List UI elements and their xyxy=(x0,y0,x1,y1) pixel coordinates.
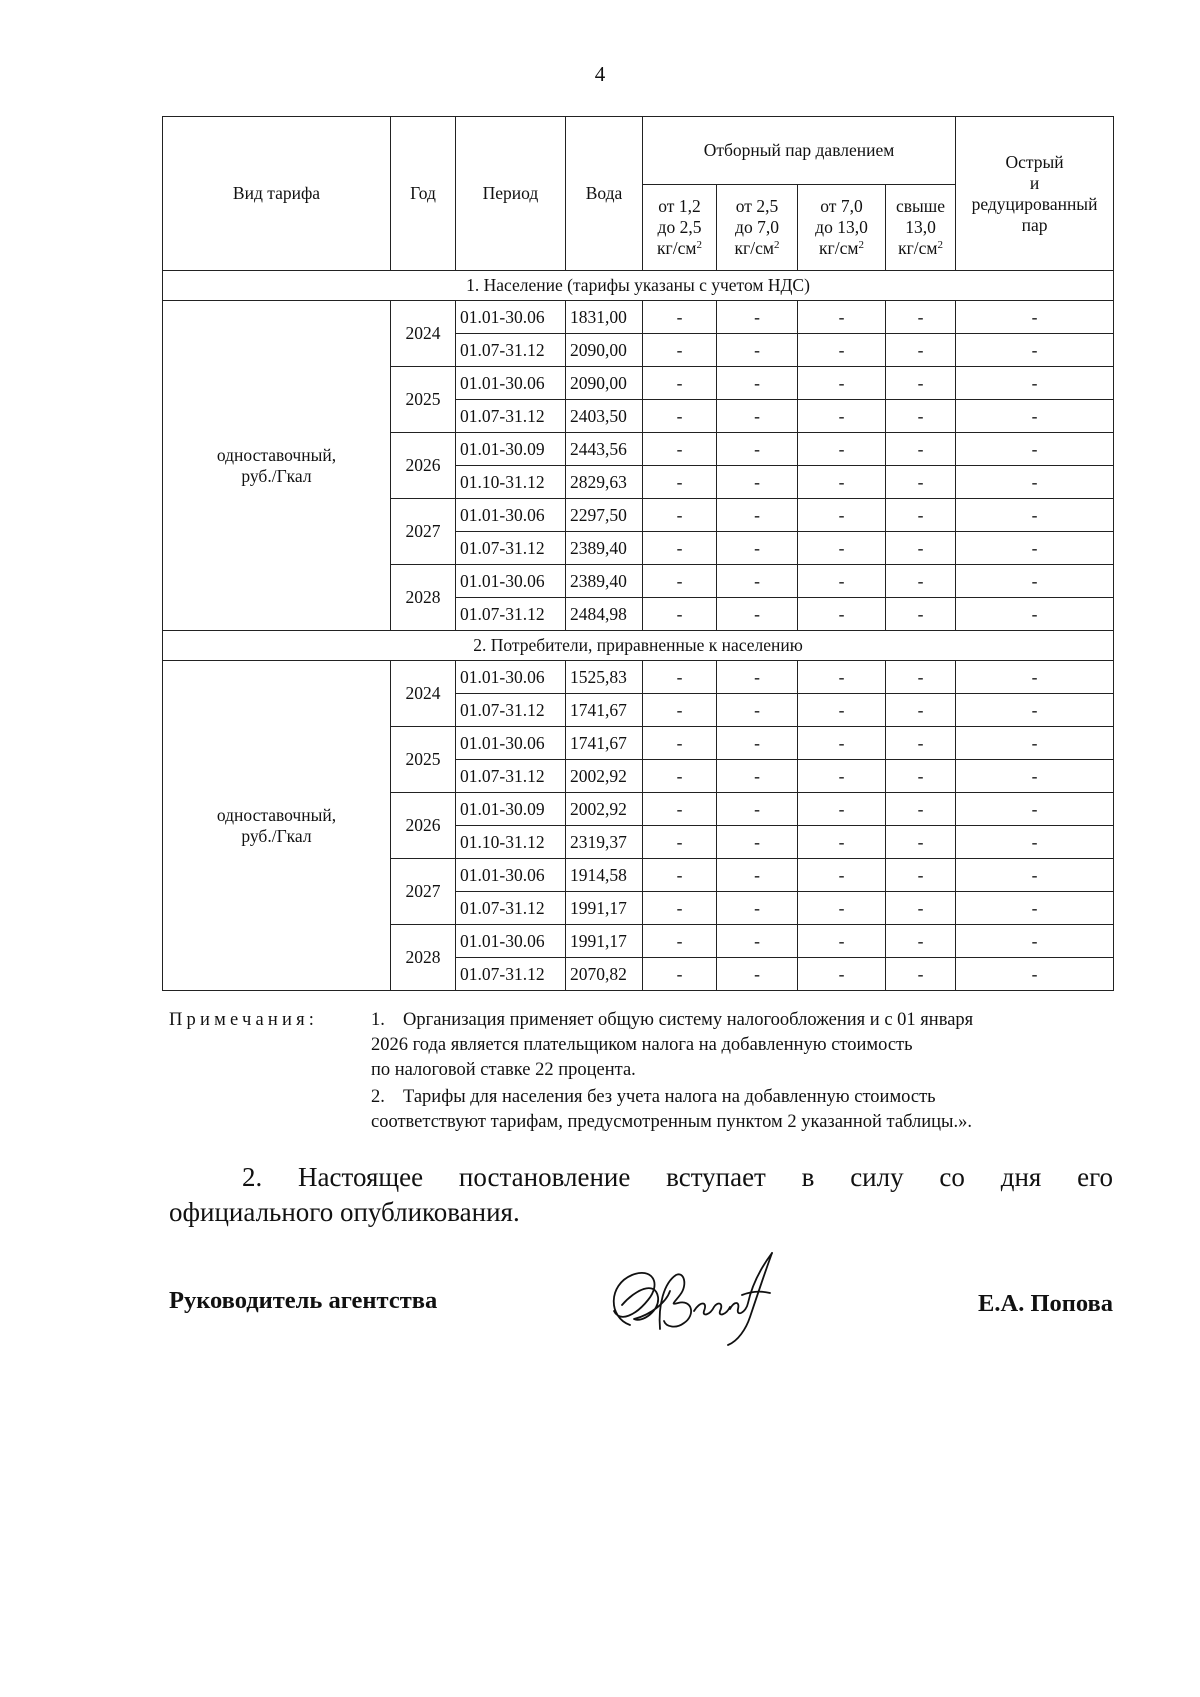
empty-value-cell: - xyxy=(798,727,886,760)
header-god: Год xyxy=(391,117,456,271)
tariff-type-line2: руб./Гкал xyxy=(241,825,312,846)
notes-label: Примечания: xyxy=(169,1010,319,1030)
paragraph-word: его xyxy=(1077,1162,1113,1192)
empty-value-cell: - xyxy=(886,301,956,334)
empty-value-cell: - xyxy=(798,400,886,433)
note-number: 1. xyxy=(371,1010,385,1030)
water-tariff-cell: 2389,40 xyxy=(566,565,643,598)
water-tariff-cell: 2829,63 xyxy=(566,466,643,499)
empty-value-cell: - xyxy=(886,694,956,727)
year-cell: 2025 xyxy=(391,727,456,793)
empty-value-cell: - xyxy=(643,958,717,991)
paragraph-2-line2: официального опубликования. xyxy=(169,1197,520,1227)
empty-value-cell: - xyxy=(798,532,886,565)
paragraph-2 xyxy=(169,1160,1113,1230)
empty-value-cell: - xyxy=(643,301,717,334)
unit-superscript: 2 xyxy=(773,239,780,251)
table-body xyxy=(163,271,1114,991)
signatory-name: Е.А. Попова xyxy=(978,1290,1113,1317)
tariff-table xyxy=(162,116,1114,991)
note-2 xyxy=(371,1085,1113,1135)
period-cell: 01.07-31.12 xyxy=(456,598,566,631)
empty-value-cell: - xyxy=(956,694,1114,727)
year-cell: 2026 xyxy=(391,793,456,859)
empty-value-cell: - xyxy=(798,565,886,598)
year-cell: 2024 xyxy=(391,661,456,727)
empty-value-cell: - xyxy=(956,400,1114,433)
water-tariff-cell: 2389,40 xyxy=(566,532,643,565)
empty-value-cell: - xyxy=(717,565,798,598)
empty-value-cell: - xyxy=(798,661,886,694)
tariff-type-cell xyxy=(163,661,391,991)
year-cell: 2027 xyxy=(391,499,456,565)
empty-value-cell: - xyxy=(886,334,956,367)
empty-value-cell: - xyxy=(886,466,956,499)
tariff-type-line2: руб./Гкал xyxy=(241,465,312,486)
header-ostry-par xyxy=(956,117,1114,271)
header-ostry-line4: пар xyxy=(1021,214,1048,235)
paragraph-word: Настоящее xyxy=(298,1162,424,1192)
water-tariff-cell: 1831,00 xyxy=(566,301,643,334)
empty-value-cell: - xyxy=(717,400,798,433)
empty-value-cell: - xyxy=(886,793,956,826)
header-otborny-par: Отборный пар давлением xyxy=(643,117,956,185)
header-pressure-2 xyxy=(717,185,798,271)
note-line: Организация применяет общую систему налогообложения и с 01 января xyxy=(403,1010,974,1030)
note-line: Тарифы для населения без учета налога на добавленную стоимость xyxy=(403,1087,936,1107)
paragraph-word: со xyxy=(939,1162,965,1192)
period-cell: 01.01-30.09 xyxy=(456,793,566,826)
note-line: соответствуют тарифам, предусмотренным пунктом 2 указанной таблицы.». xyxy=(371,1112,972,1132)
empty-value-cell: - xyxy=(956,760,1114,793)
empty-value-cell: - xyxy=(798,859,886,892)
year-cell: 2026 xyxy=(391,433,456,499)
period-cell: 01.07-31.12 xyxy=(456,958,566,991)
handwritten-signature-icon xyxy=(600,1245,790,1350)
table-row xyxy=(163,661,1114,694)
header-pressure-4-unit: кг/см xyxy=(898,238,938,258)
empty-value-cell: - xyxy=(798,598,886,631)
period-cell: 01.01-30.06 xyxy=(456,727,566,760)
section-title: 2. Потребители, приравненные к населению xyxy=(163,631,1114,661)
empty-value-cell: - xyxy=(798,958,886,991)
empty-value-cell: - xyxy=(956,532,1114,565)
year-cell: 2025 xyxy=(391,367,456,433)
table-row xyxy=(163,301,1114,334)
header-voda: Вода xyxy=(566,117,643,271)
empty-value-cell: - xyxy=(717,859,798,892)
empty-value-cell: - xyxy=(956,925,1114,958)
year-cell: 2028 xyxy=(391,925,456,991)
period-cell: 01.01-30.06 xyxy=(456,859,566,892)
empty-value-cell: - xyxy=(717,826,798,859)
empty-value-cell: - xyxy=(956,433,1114,466)
header-vid-tarifa: Вид тарифа xyxy=(163,117,391,271)
header-pressure-2-from: от 2,5 xyxy=(735,196,779,216)
empty-value-cell: - xyxy=(643,727,717,760)
section-header-row xyxy=(163,271,1114,301)
paragraph-word: 2. xyxy=(242,1162,263,1192)
empty-value-cell: - xyxy=(956,859,1114,892)
empty-value-cell: - xyxy=(798,433,886,466)
water-tariff-cell: 1741,67 xyxy=(566,694,643,727)
empty-value-cell: - xyxy=(717,532,798,565)
empty-value-cell: - xyxy=(956,958,1114,991)
tariff-type-line1: одноставочный, xyxy=(216,804,337,825)
section-title: 1. Население (тарифы указаны с учетом НДС) xyxy=(163,271,1114,301)
header-pressure-1-to: до 2,5 xyxy=(657,217,702,237)
water-tariff-cell: 2002,92 xyxy=(566,793,643,826)
empty-value-cell: - xyxy=(643,826,717,859)
paragraph-word: силу xyxy=(850,1162,904,1192)
signatory-title: Руководитель агентства xyxy=(169,1287,438,1314)
note-number: 2. xyxy=(371,1087,385,1107)
empty-value-cell: - xyxy=(717,466,798,499)
empty-value-cell: - xyxy=(643,859,717,892)
empty-value-cell: - xyxy=(717,892,798,925)
section-header-row xyxy=(163,631,1114,661)
empty-value-cell: - xyxy=(956,727,1114,760)
empty-value-cell: - xyxy=(717,760,798,793)
period-cell: 01.07-31.12 xyxy=(456,532,566,565)
empty-value-cell: - xyxy=(643,694,717,727)
empty-value-cell: - xyxy=(886,532,956,565)
unit-superscript: 2 xyxy=(696,239,702,251)
empty-value-cell: - xyxy=(886,661,956,694)
water-tariff-cell: 2002,92 xyxy=(566,760,643,793)
empty-value-cell: - xyxy=(717,661,798,694)
paragraph-2-line1 xyxy=(169,1160,1113,1195)
empty-value-cell: - xyxy=(886,727,956,760)
empty-value-cell: - xyxy=(886,499,956,532)
paragraph-word: в xyxy=(801,1162,815,1192)
empty-value-cell: - xyxy=(886,892,956,925)
empty-value-cell: - xyxy=(798,367,886,400)
empty-value-cell: - xyxy=(643,433,717,466)
empty-value-cell: - xyxy=(886,859,956,892)
page-number: 4 xyxy=(594,62,606,86)
empty-value-cell: - xyxy=(717,694,798,727)
empty-value-cell: - xyxy=(643,892,717,925)
water-tariff-cell: 2297,50 xyxy=(566,499,643,532)
unit-superscript: 2 xyxy=(858,239,864,251)
empty-value-cell: - xyxy=(717,499,798,532)
empty-value-cell: - xyxy=(956,301,1114,334)
empty-value-cell: - xyxy=(886,400,956,433)
water-tariff-cell: 1991,17 xyxy=(566,892,643,925)
header-pressure-1-from: от 1,2 xyxy=(658,196,701,216)
empty-value-cell: - xyxy=(886,367,956,400)
header-pressure-1 xyxy=(643,185,717,271)
water-tariff-cell: 2070,82 xyxy=(566,958,643,991)
note-line: 2026 года является плательщиком налога на добавленную стоимость xyxy=(371,1035,913,1055)
paragraph-word: вступает xyxy=(666,1162,766,1192)
empty-value-cell: - xyxy=(956,499,1114,532)
empty-value-cell: - xyxy=(956,661,1114,694)
period-cell: 01.01-30.06 xyxy=(456,499,566,532)
empty-value-cell: - xyxy=(643,598,717,631)
note-1 xyxy=(371,1008,1113,1083)
period-cell: 01.07-31.12 xyxy=(456,400,566,433)
header-pressure-2-unit: кг/см xyxy=(734,238,774,258)
empty-value-cell: - xyxy=(886,760,956,793)
year-cell: 2028 xyxy=(391,565,456,631)
period-cell: 01.01-30.06 xyxy=(456,661,566,694)
empty-value-cell: - xyxy=(798,826,886,859)
empty-value-cell: - xyxy=(717,793,798,826)
empty-value-cell: - xyxy=(798,466,886,499)
header-ostry-line1: Острый xyxy=(1005,151,1064,172)
tariff-type-cell xyxy=(163,301,391,631)
empty-value-cell: - xyxy=(886,826,956,859)
empty-value-cell: - xyxy=(886,565,956,598)
empty-value-cell: - xyxy=(956,565,1114,598)
header-pressure-2-to: до 7,0 xyxy=(735,217,779,237)
water-tariff-cell: 2443,56 xyxy=(566,433,643,466)
empty-value-cell: - xyxy=(956,598,1114,631)
empty-value-cell: - xyxy=(798,334,886,367)
tariff-type-line1: одноставочный, xyxy=(216,444,337,465)
year-cell: 2024 xyxy=(391,301,456,367)
empty-value-cell: - xyxy=(798,925,886,958)
water-tariff-cell: 1741,67 xyxy=(566,727,643,760)
empty-value-cell: - xyxy=(643,565,717,598)
period-cell: 01.07-31.12 xyxy=(456,760,566,793)
period-cell: 01.07-31.12 xyxy=(456,892,566,925)
header-pressure-3 xyxy=(798,185,886,271)
empty-value-cell: - xyxy=(798,694,886,727)
water-tariff-cell: 2484,98 xyxy=(566,598,643,631)
paragraph-word: дня xyxy=(1000,1162,1042,1192)
empty-value-cell: - xyxy=(717,334,798,367)
water-tariff-cell: 1525,83 xyxy=(566,661,643,694)
water-tariff-cell: 1914,58 xyxy=(566,859,643,892)
water-tariff-cell: 2090,00 xyxy=(566,334,643,367)
empty-value-cell: - xyxy=(643,466,717,499)
period-cell: 01.10-31.12 xyxy=(456,826,566,859)
period-cell: 01.10-31.12 xyxy=(456,466,566,499)
empty-value-cell: - xyxy=(886,433,956,466)
water-tariff-cell: 2319,37 xyxy=(566,826,643,859)
empty-value-cell: - xyxy=(717,925,798,958)
empty-value-cell: - xyxy=(886,598,956,631)
header-pressure-4-to: 13,0 xyxy=(905,217,936,237)
year-cell: 2027 xyxy=(391,859,456,925)
empty-value-cell: - xyxy=(717,433,798,466)
empty-value-cell: - xyxy=(643,661,717,694)
header-pressure-4-from: свыше xyxy=(896,196,946,216)
header-pressure-3-from: от 7,0 xyxy=(820,196,863,216)
period-cell: 01.01-30.06 xyxy=(456,565,566,598)
empty-value-cell: - xyxy=(717,367,798,400)
period-cell: 01.01-30.06 xyxy=(456,925,566,958)
empty-value-cell: - xyxy=(798,760,886,793)
period-cell: 01.07-31.12 xyxy=(456,694,566,727)
header-pressure-1-unit: кг/см xyxy=(657,238,697,258)
period-cell: 01.01-30.09 xyxy=(456,433,566,466)
empty-value-cell: - xyxy=(717,727,798,760)
empty-value-cell: - xyxy=(798,301,886,334)
empty-value-cell: - xyxy=(956,334,1114,367)
empty-value-cell: - xyxy=(717,958,798,991)
empty-value-cell: - xyxy=(643,760,717,793)
water-tariff-cell: 2090,00 xyxy=(566,367,643,400)
header-pressure-4 xyxy=(886,185,956,271)
header-pressure-3-unit: кг/см xyxy=(819,238,859,258)
empty-value-cell: - xyxy=(643,400,717,433)
empty-value-cell: - xyxy=(798,499,886,532)
empty-value-cell: - xyxy=(717,598,798,631)
empty-value-cell: - xyxy=(643,334,717,367)
empty-value-cell: - xyxy=(798,793,886,826)
empty-value-cell: - xyxy=(956,892,1114,925)
water-tariff-cell: 2403,50 xyxy=(566,400,643,433)
empty-value-cell: - xyxy=(643,532,717,565)
empty-value-cell: - xyxy=(643,793,717,826)
empty-value-cell: - xyxy=(956,367,1114,400)
empty-value-cell: - xyxy=(643,367,717,400)
period-cell: 01.01-30.06 xyxy=(456,367,566,400)
empty-value-cell: - xyxy=(643,925,717,958)
empty-value-cell: - xyxy=(886,925,956,958)
paragraph-word: постановление xyxy=(458,1162,631,1192)
header-period: Период xyxy=(456,117,566,271)
header-pressure-3-to: до 13,0 xyxy=(815,217,868,237)
period-cell: 01.01-30.06 xyxy=(456,301,566,334)
note-line: по налоговой ставке 22 процента. xyxy=(371,1060,636,1080)
empty-value-cell: - xyxy=(643,499,717,532)
empty-value-cell: - xyxy=(956,826,1114,859)
header-ostry-line3: редуцированный xyxy=(971,193,1098,214)
empty-value-cell: - xyxy=(956,466,1114,499)
empty-value-cell: - xyxy=(798,892,886,925)
empty-value-cell: - xyxy=(956,793,1114,826)
water-tariff-cell: 1991,17 xyxy=(566,925,643,958)
header-ostry-line2: и xyxy=(1029,172,1040,193)
empty-value-cell: - xyxy=(717,301,798,334)
unit-superscript: 2 xyxy=(937,239,943,251)
empty-value-cell: - xyxy=(886,958,956,991)
period-cell: 01.07-31.12 xyxy=(456,334,566,367)
